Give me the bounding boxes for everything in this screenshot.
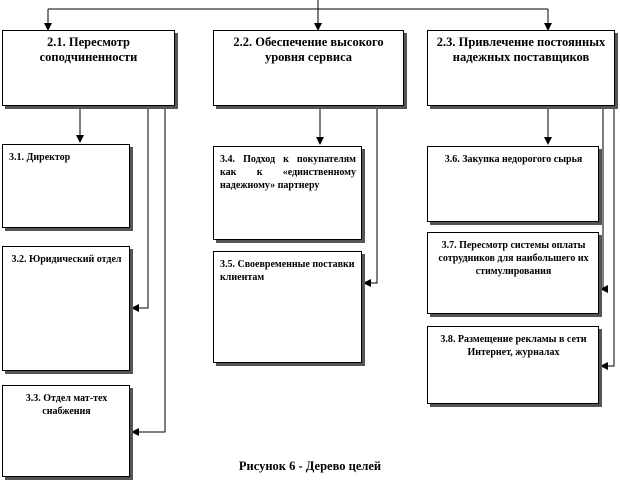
figure-caption: Рисунок 6 - Дерево целей	[238, 459, 382, 473]
goal-box-3-2-label: 3.2. Юридический отдел	[11, 254, 122, 265]
goal-box-2-2-label: 2.2. Обеспечение высокого уровня сервиса	[233, 35, 384, 64]
goal-box-2-3-label: 2.3. Привлечение постоянных надежных поставщиков	[436, 35, 606, 64]
goal-box-3-6	[427, 146, 599, 222]
goal-box-3-8	[427, 326, 599, 404]
goal-box-3-2	[2, 246, 130, 371]
goal-box-3-6-label: 3.6. Закупка недорогого сырья	[444, 154, 583, 165]
goal-box-2-3	[427, 30, 615, 106]
goal-box-3-7	[427, 232, 599, 314]
goal-box-3-8-label: 3.8. Размещение рекламы в сети Интернет, журналах	[440, 334, 587, 358]
goal-box-3-3-label: 3.3. Отдел мат-тех снабжения	[25, 393, 108, 417]
goal-box-2-1	[2, 30, 175, 106]
goal-box-3-1-label: 3.1. Директор	[9, 152, 71, 163]
goal-box-3-7-label: 3.7. Пересмотр системы оплаты сотрудников для наибольшего их стимулирования	[438, 240, 589, 277]
goal-box-3-5	[213, 251, 362, 363]
goal-box-2-1-label: 2.1. Пересмотр соподчиненности	[39, 35, 138, 64]
goal-box-3-1	[2, 144, 130, 228]
goal-box-2-2	[213, 30, 404, 106]
goal-box-3-4-label: 3.4. Подход к покупателям как к «единственному надежному» партнеру	[220, 154, 356, 191]
goal-box-3-5-label: 3.5. Своевременные поставки клиентам	[220, 259, 355, 283]
goal-box-3-4	[213, 146, 362, 240]
